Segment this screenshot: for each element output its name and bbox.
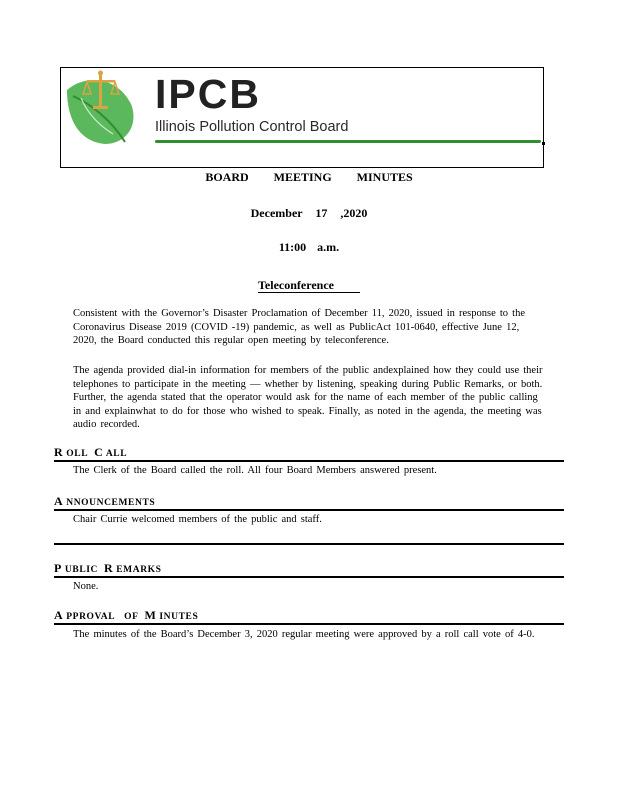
meeting-time: 11:00 a.m. [278, 240, 340, 254]
header-rule [155, 140, 541, 143]
section-heading-roll-call: R OLL C ALL [54, 445, 128, 459]
section-heading-announcements: A NNOUNCEMENTS [54, 494, 156, 508]
approval-text: The minutes of the Board’s December 3, 2020 regular meeting were approved by a roll call vote of 4-0. [73, 629, 535, 640]
section-rule [54, 543, 564, 545]
announcements-text: Chair Currie welcomed members of the public and staff. [73, 514, 322, 525]
intro-paragraph: Consistent with the Governor’s Disaster Proclamation of December 11, 2020, issued in response to the Coronavirus Disease 2019 (COVID -19) pandemic, as well as PublicAct 101-0640, effective June 12, 2020, the Board conducted this regular open meeting by teleconference. [73, 308, 526, 346]
section-heading-public-remarks: P UBLIC R EMARKS [54, 561, 162, 575]
box-corner-dot [542, 142, 545, 145]
section-rule [54, 576, 564, 578]
meeting-format: Teleconference [0, 278, 618, 292]
letterhead [60, 67, 544, 168]
roll-call-text: The Clerk of the Board called the roll. All four Board Members answered present. [73, 465, 437, 476]
meeting-date: December 17 ,2020 [250, 206, 368, 220]
agenda-paragraph: The agenda provided dial-in information for members of the public andexplained how they could use their telephones to participate in the meeting — whether by listening, speaking during Public Remarks, or both. Further, the agenda stated that the operator would ask for the name of each member of the public calling in and explainwhat to do for those who wished to speak. Finally, as noted in the agenda, the meeting was audio recorded. [73, 365, 543, 430]
section-rule [54, 460, 564, 462]
document-title: BOARD MEETING MINUTES [205, 170, 413, 184]
org-name: Illinois Pollution Control Board [155, 119, 349, 135]
section-rule [54, 623, 564, 625]
public-remarks-text: None. [73, 581, 99, 592]
leaf-scales-icon [61, 68, 141, 148]
org-abbreviation: IPCB [155, 71, 261, 117]
section-heading-approval-of-minutes: A PPROVAL OF M INUTES [54, 608, 199, 622]
section-rule [54, 509, 564, 511]
